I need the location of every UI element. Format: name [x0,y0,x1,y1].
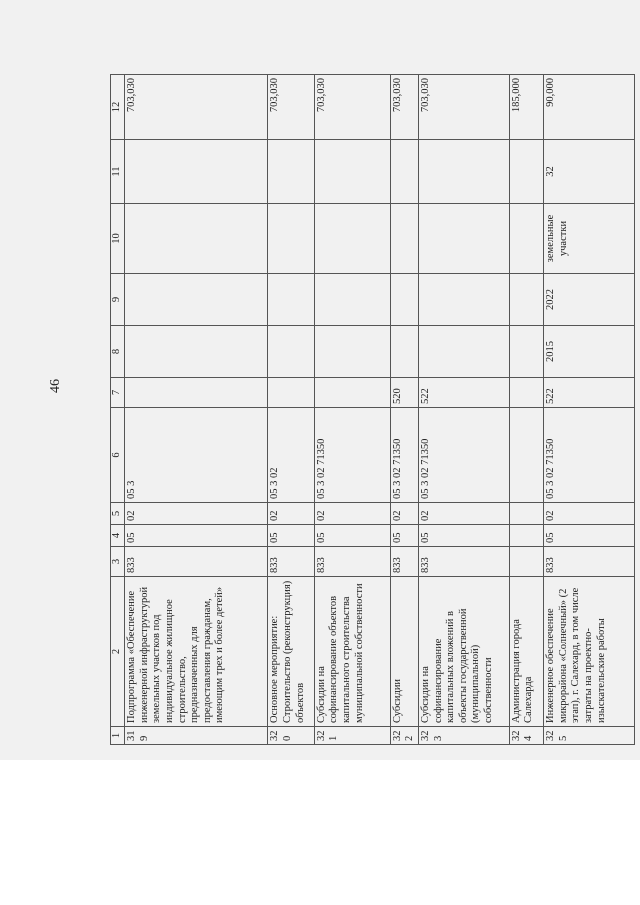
table-row [418,75,509,745]
cell-grbs: 833 [314,547,390,577]
cell-end-year: 2022 [544,274,635,326]
cell-grbs: 833 [268,547,314,577]
cell-subsection: 02 [268,503,314,525]
cell-amount: 703,030 [125,75,268,140]
row-number: 324 [509,727,543,745]
cell-expense-type [125,378,268,408]
header-cell: 3 [111,547,125,577]
header-cell: 9 [111,274,125,326]
row-name: Администрация города Салехарда [509,577,543,727]
cell-expense-type [268,378,314,408]
cell-unit [418,204,509,274]
header-cell: 7 [111,378,125,408]
cell-end-year [509,274,543,326]
cell-target-code [509,408,543,503]
row-name: Субсидии [390,577,418,727]
cell-expense-type: 520 [390,378,418,408]
row-name: Субсидии на софинансирование капитальных вложений в объекты государственной (муниципальной) собственности [418,577,509,727]
table-row [314,75,390,745]
cell-start-year [268,326,314,378]
cell-subsection: 02 [544,503,635,525]
header-cell: 11 [111,140,125,204]
header-cell: 1 [111,727,125,745]
cell-unit [125,204,268,274]
cell-section: 05 [390,525,418,547]
cell-start-year [509,326,543,378]
header-cell: 8 [111,326,125,378]
cell-unit [314,204,390,274]
cell-target-code: 05 3 02 71350 [418,408,509,503]
cell-grbs: 833 [390,547,418,577]
cell-section [509,525,543,547]
cell-unit [268,204,314,274]
cell-expense-type [314,378,390,408]
row-number: 322 [390,727,418,745]
table-row [544,75,635,745]
cell-section: 05 [125,525,268,547]
row-number: 319 [125,727,268,745]
table-row [268,75,314,745]
cell-amount: 90,000 [544,75,635,140]
row-number: 325 [544,727,635,745]
table-row [390,75,418,745]
cell-section: 05 [268,525,314,547]
cell-capacity [509,140,543,204]
cell-amount: 703,030 [268,75,314,140]
cell-end-year [418,274,509,326]
cell-end-year [268,274,314,326]
cell-section: 05 [418,525,509,547]
cell-target-code: 05 3 02 71350 [390,408,418,503]
cell-end-year [125,274,268,326]
cell-grbs: 833 [544,547,635,577]
header-cell: 6 [111,408,125,503]
cell-amount: 703,030 [314,75,390,140]
cell-capacity [125,140,268,204]
row-number: 323 [418,727,509,745]
cell-expense-type: 522 [544,378,635,408]
header-row [111,75,125,745]
cell-grbs [509,547,543,577]
cell-start-year [390,326,418,378]
budget-table [110,74,635,745]
header-cell: 10 [111,204,125,274]
cell-capacity: 32 [544,140,635,204]
header-cell: 12 [111,75,125,140]
cell-capacity [314,140,390,204]
header-cell: 5 [111,503,125,525]
header-cell: 4 [111,525,125,547]
cell-end-year [390,274,418,326]
rotated-table-wrapper [110,20,635,745]
row-name: Субсидии на софинансирование объектов капитального строительства муниципальной собственности [314,577,390,727]
cell-amount: 185,000 [509,75,543,140]
cell-target-code: 05 3 02 71350 [544,408,635,503]
cell-subsection: 02 [390,503,418,525]
row-name: Подпрограмма «Обеспечение инженерной инфраструктурой земельных участков под индивидуальное жилищное строительство, предназначенных для предоставления гражданам, имеющим трех и более детей» [125,577,268,727]
cell-section: 05 [544,525,635,547]
cell-expense-type [509,378,543,408]
cell-unit [390,204,418,274]
cell-grbs: 833 [125,547,268,577]
table-row [125,75,268,745]
cell-end-year [314,274,390,326]
cell-capacity [268,140,314,204]
cell-grbs: 833 [418,547,509,577]
row-name: Основное мероприятие: Строительство (реконструкция) объектов [268,577,314,727]
cell-start-year [125,326,268,378]
cell-subsection: 02 [125,503,268,525]
cell-subsection: 02 [314,503,390,525]
cell-subsection: 02 [418,503,509,525]
cell-start-year [314,326,390,378]
cell-expense-type: 522 [418,378,509,408]
cell-unit: земельные участки [544,204,635,274]
row-number: 321 [314,727,390,745]
cell-amount: 703,030 [418,75,509,140]
cell-section: 05 [314,525,390,547]
table-row [509,75,543,745]
cell-start-year [418,326,509,378]
row-name: Инженерное обеспечение микрорайона «Солнечный» (2 этап), г. Салехард, в том числе затраты на проектно-изыскательские работы [544,577,635,727]
page-number: 46 [48,379,63,393]
row-number: 320 [268,727,314,745]
cell-unit [509,204,543,274]
header-cell: 2 [111,577,125,727]
cell-start-year: 2015 [544,326,635,378]
cell-capacity [418,140,509,204]
cell-subsection [509,503,543,525]
cell-target-code: 05 3 [125,408,268,503]
cell-target-code: 05 3 02 71350 [314,408,390,503]
cell-amount: 703,030 [390,75,418,140]
cell-capacity [390,140,418,204]
cell-target-code: 05 3 02 [268,408,314,503]
